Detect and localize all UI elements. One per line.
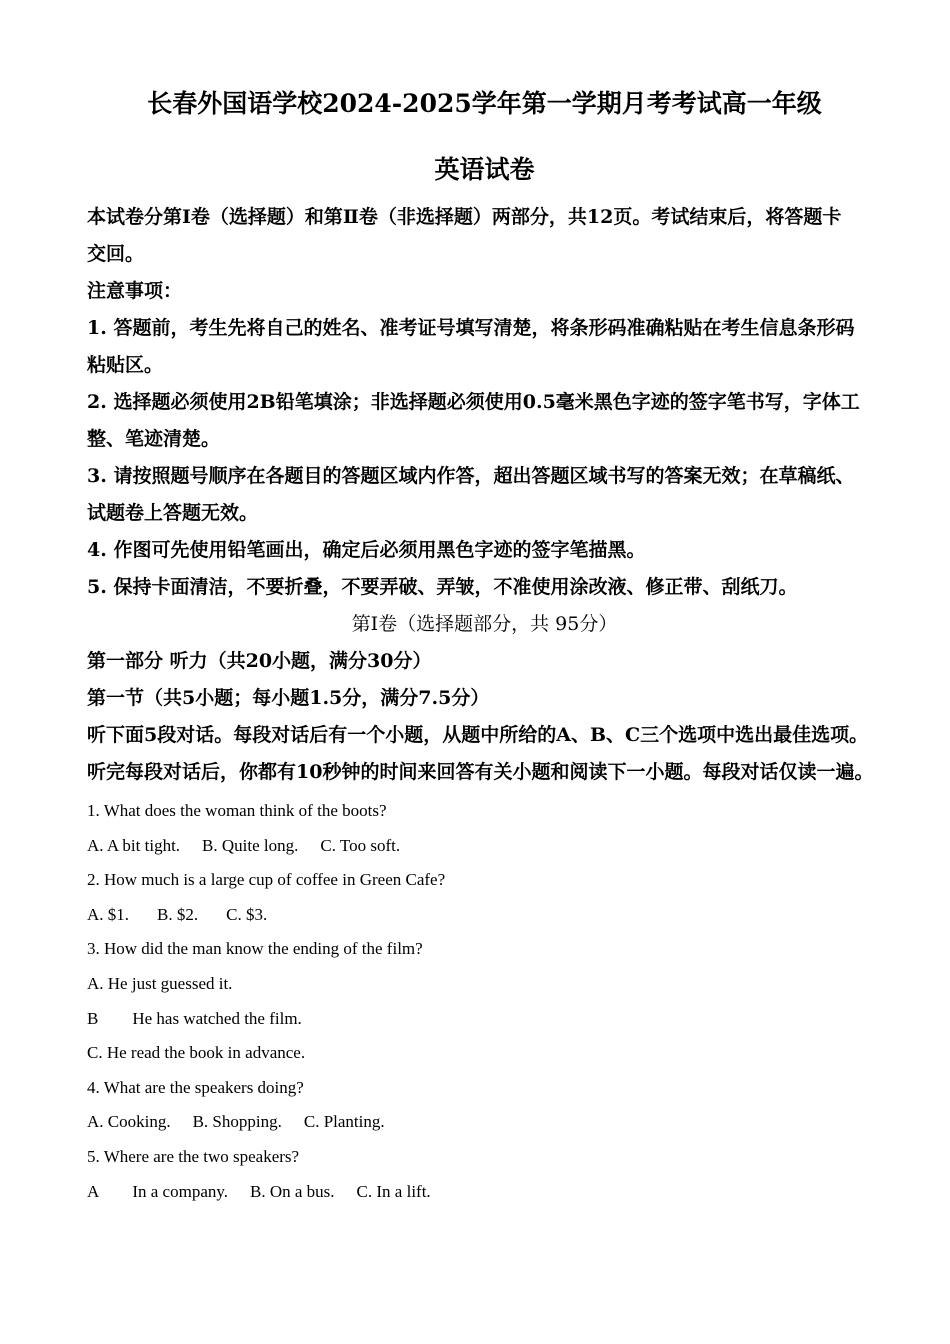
option-b: B. $2. (157, 904, 199, 924)
option-c: C. In a lift. (356, 1181, 431, 1201)
directions-text: 听完每段对话后，你都有10秒钟的时间来回答有关小题和阅读下一小题。每段对话仅读一遍。 (87, 761, 874, 783)
option-a: A In a company. (87, 1181, 229, 1201)
option-b: B. Shopping. (192, 1112, 282, 1132)
question-stem: 4. What are the speakers doing? (87, 1077, 304, 1097)
question-options (87, 1175, 882, 1210)
question-options (87, 829, 882, 864)
option-c: C. $3. (226, 904, 268, 924)
exam-page (87, 86, 882, 1209)
option-c: C. He read the book in advance. (87, 1043, 306, 1063)
note-item: 3. 请按照题号顺序在各题目的答题区域内作答，超出答题区域书写的答案无效；在草稿纸、 (87, 465, 855, 487)
question-options (87, 1105, 882, 1140)
option-b: B. Quite long. (202, 835, 299, 855)
volume-heading: 第Ⅰ卷（选择题部分，共 95分） (351, 613, 618, 635)
option-a: A. Cooking. (87, 1112, 171, 1132)
directions-text: 听下面5段对话。每段对话后有一个小题，从题中所给的A、B、C三个选项中选出最佳选项。 (87, 724, 869, 746)
note-item: 5. 保持卡面清洁，不要折叠，不要弄破、弄皱，不准使用涂改液、修正带、刮纸刀。 (87, 576, 798, 598)
option-c: C. Planting. (303, 1112, 385, 1132)
option-c: C. Too soft. (320, 835, 401, 855)
option-a: A. $1. (87, 904, 130, 924)
intro-text: 本试卷分第Ⅰ卷（选择题）和第Ⅱ卷（非选择题）两部分，共12页。考试结束后，将答题卡 (87, 206, 842, 228)
question-stem: 3. How did the man know the ending of the film? (87, 939, 423, 959)
option-b: B He has watched the film. (87, 1008, 302, 1028)
option-a: A. He just guessed it. (87, 973, 233, 993)
option-b: B. On a bus. (250, 1181, 335, 1201)
note-item: 4. 作图可先使用铅笔画出，确定后必须用黑色字迹的签字笔描黑。 (87, 539, 646, 561)
notes-heading: 注意事项： (87, 280, 183, 302)
note-item: 整、笔迹清楚。 (87, 428, 221, 450)
note-item: 1. 答题前，考生先将自己的姓名、准考证号填写清楚，将条形码准确粘贴在考生信息条形码 (87, 317, 855, 339)
intro-text: 交回。 (87, 243, 145, 265)
option-a: A. A bit tight. (87, 835, 181, 855)
question-stem: 1. What does the woman think of the boots? (87, 801, 387, 820)
note-item: 2. 选择题必须使用2B铅笔填涂；非选择题必须使用0.5毫米黑色字迹的签字笔书写，字体工 (87, 391, 860, 413)
note-item: 试题卷上答题无效。 (87, 502, 259, 524)
subsection-heading: 第一节（共5小题；每小题1.5分，满分7.5分） (87, 687, 490, 709)
question-stem: 2. How much is a large cup of coffee in Green Cafe? (87, 870, 446, 890)
exam-title: 长春外国语学校2024-2025学年第一学期月考考试高一年级 (147, 89, 822, 118)
question-stem: 5. Where are the two speakers? (87, 1146, 300, 1166)
exam-subtitle: 英语试卷 (434, 155, 535, 184)
part-heading: 第一部分 听力（共20小题，满分30分） (87, 650, 432, 672)
note-item: 粘贴区。 (87, 354, 164, 376)
question-options (87, 898, 882, 933)
